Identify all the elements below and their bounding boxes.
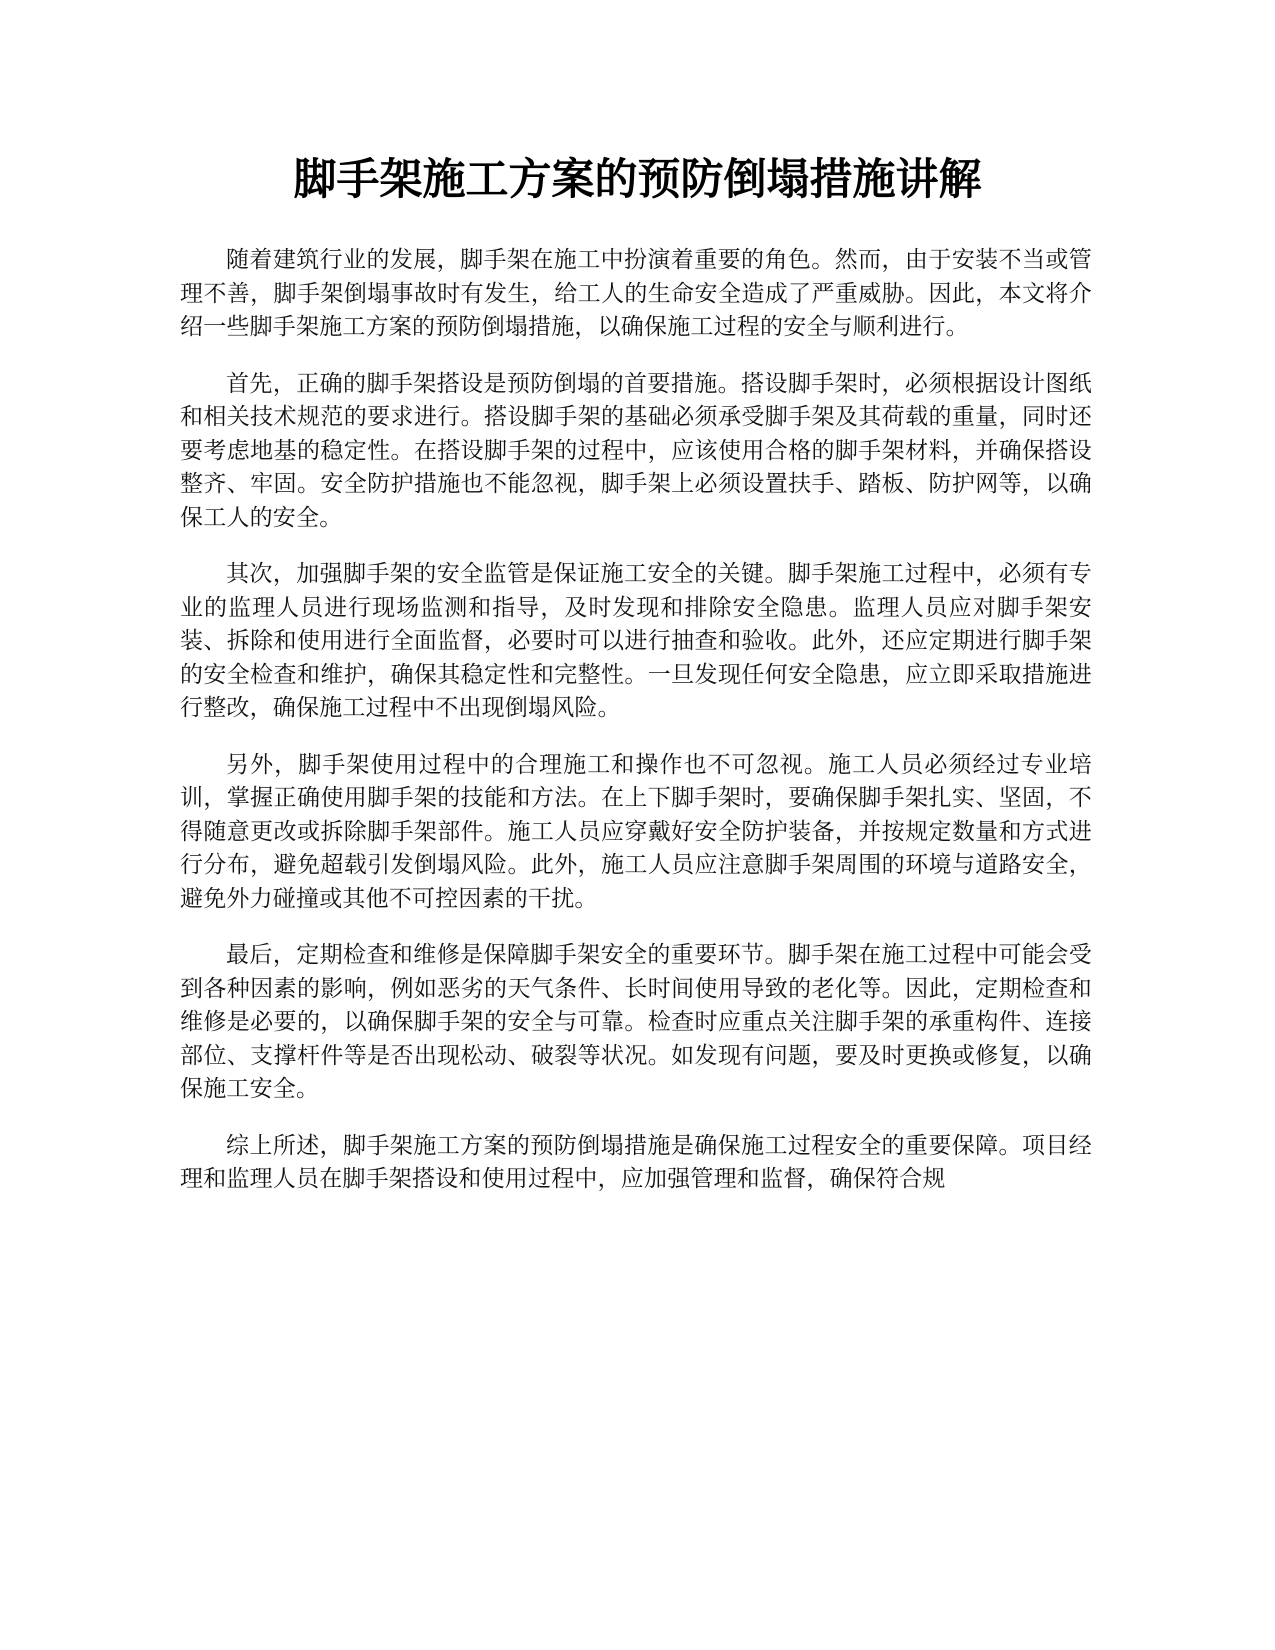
paragraph-intro: 随着建筑行业的发展，脚手架在施工中扮演着重要的角色。然而，由于安装不当或管理不善，脚手架倒塌事故时有发生，给工人的生命安全造成了严重威胁。因此，本文将介绍一些脚手架施工方案的预防倒塌措施，以确保施工过程的安全与顺利进行。 xyxy=(180,247,1092,340)
paragraph-supervision: 其次，加强脚手架的安全监管是保证施工安全的关键。脚手架施工过程中，必须有专业的监理人员进行现场监测和指导，及时发现和排除安全隐患。监理人员应对脚手架安装、拆除和使用进行全面监督，必要时可以进行抽查和验收。此外，还应定期进行脚手架的安全检查和维护，确保其稳定性和完整性。一旦发现任何安全隐患，应立即采取措施进行整改，确保施工过程中不出现倒塌风险。 xyxy=(180,561,1092,721)
document-body xyxy=(180,244,1092,1220)
document-title: 脚手架施工方案的预防倒塌措施讲解 xyxy=(293,155,982,205)
paragraph-operation: 另外，脚手架使用过程中的合理施工和操作也不可忽视。施工人员必须经过专业培训，掌握正确使用脚手架的技能和方法。在上下脚手架时，要确保脚手架扎实、坚固，不得随意更改或拆除脚手架部件。施工人员应穿戴好安全防护装备，并按规定数量和方式进行分布，避免超载引发倒塌风险。此外，施工人员应注意脚手架周围的环境与道路安全，避免外力碰撞或其他不可控因素的干扰。 xyxy=(180,751,1092,912)
paragraph-maintenance: 最后，定期检查和维修是保障脚手架安全的重要环节。脚手架在施工过程中可能会受到各种因素的影响，例如恶劣的天气条件、长时间使用导致的老化等。因此，定期检查和维修是必要的，以确保脚手架的安全与可靠。检查时应重点关注脚手架的承重构件、连接部位、支撑杆件等是否出现松动、破裂等状况。如发现有问题，要及时更换或修复，以确保施工安全。 xyxy=(180,942,1092,1102)
paragraph-erection: 首先，正确的脚手架搭设是预防倒塌的首要措施。搭设脚手架时，必须根据设计图纸和相关技术规范的要求进行。搭设脚手架的基础必须承受脚手架及其荷载的重量，同时还要考虑地基的稳定性。在搭设脚手架的过程中，应该使用合格的脚手架材料，并确保搭设整齐、牢固。安全防护措施也不能忽视，脚手架上必须设置扶手、踏板、防护网等，以确保工人的安全。 xyxy=(180,370,1092,531)
paragraph-conclusion: 综上所述，脚手架施工方案的预防倒塌措施是确保施工过程安全的重要保障。项目经理和监理人员在脚手架搭设和使用过程中，应加强管理和监督，确保符合规 xyxy=(180,1132,1092,1192)
